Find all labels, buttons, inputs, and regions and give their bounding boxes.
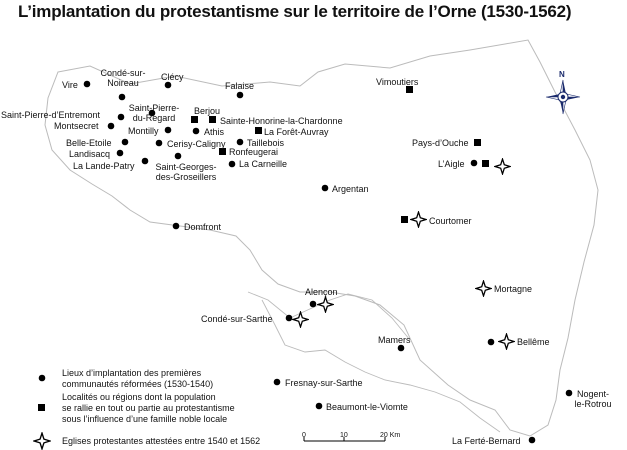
label-fresnay: Fresnay-sur-Sarthe bbox=[285, 378, 363, 388]
marker-conde-noireau bbox=[119, 94, 126, 101]
marker-pays-ouche bbox=[474, 139, 481, 146]
marker-berjou bbox=[191, 116, 198, 123]
marker-conde-sarthe bbox=[286, 315, 293, 322]
label-beaumont: Beaumont-le-Viomte bbox=[326, 402, 408, 412]
label-domfront: Domfront bbox=[184, 222, 222, 232]
marker-mortagne-star bbox=[476, 281, 491, 296]
legend-circle-icon bbox=[39, 375, 46, 382]
marker-foret-auvray bbox=[255, 127, 262, 134]
marker-laigle-sq bbox=[482, 160, 489, 167]
marker-montilly bbox=[165, 127, 172, 134]
label-montsecret: Montsecret bbox=[54, 121, 99, 131]
marker-carneille bbox=[229, 161, 236, 168]
scale-label-0: 0 bbox=[302, 432, 306, 439]
marker-alencon bbox=[310, 301, 317, 308]
label-landisacq: Landisacq bbox=[69, 149, 111, 159]
label-belleme: Bellême bbox=[517, 337, 550, 347]
label-alencon: Alençon bbox=[305, 287, 338, 297]
marker-ronfeugerai bbox=[219, 148, 226, 155]
marker-belleme-star bbox=[499, 334, 514, 349]
legend-square-text: Localités ou régions dont la population se rallie en tout ou partie au protestantisme sous l’influence d’une famille noble locale bbox=[62, 392, 235, 424]
marker-fresnay bbox=[274, 379, 281, 386]
marker-landisacq bbox=[117, 150, 124, 157]
label-cerisy: Cerisy-Caligny bbox=[167, 139, 226, 149]
label-athis: Athis bbox=[204, 127, 225, 137]
marker-belleme bbox=[488, 339, 495, 346]
label-courtomer: Courtomer bbox=[429, 216, 472, 226]
label-laigle: L’Aigle bbox=[438, 159, 465, 169]
legend-square-icon bbox=[38, 404, 45, 411]
label-st-georges: Saint-Georges- des-Groseillers bbox=[155, 162, 217, 182]
marker-domfront bbox=[173, 223, 180, 230]
marker-courtomer-star bbox=[411, 212, 426, 227]
compass-letter: N bbox=[559, 70, 565, 79]
label-berjou: Berjou bbox=[194, 106, 221, 116]
scale-label-10: 10 bbox=[340, 432, 348, 439]
marker-cerisy bbox=[156, 140, 163, 147]
label-pays-ouche: Pays-d’Ouche bbox=[412, 138, 469, 148]
marker-falaise bbox=[237, 92, 244, 99]
label-lande-patry: La Lande-Patry bbox=[73, 161, 135, 171]
marker-ferte-bernard bbox=[529, 437, 536, 444]
label-ferte-bernard: La Ferté-Bernard bbox=[452, 436, 521, 446]
label-vire: Vire bbox=[62, 80, 78, 90]
label-montilly: Montilly bbox=[128, 126, 159, 136]
marker-st-georges bbox=[175, 153, 182, 160]
scale-label-20: 20 Km bbox=[380, 432, 401, 439]
label-nogent: Nogent- le-Rotrou bbox=[574, 389, 612, 409]
marker-montsecret bbox=[108, 123, 115, 130]
label-conde-noireau: Condé-sur- Noireau bbox=[100, 68, 146, 88]
map-title: L’implantation du protestantisme sur le territoire de l’Orne (1530-1562) bbox=[18, 2, 572, 21]
label-ronfeugerai: Ronfeugerai bbox=[229, 147, 279, 157]
marker-argentan bbox=[322, 185, 329, 192]
label-conde-sarthe: Condé-sur-Sarthe bbox=[201, 314, 273, 324]
marker-beaumont bbox=[316, 403, 323, 410]
marker-vire bbox=[84, 81, 91, 88]
marker-clecy bbox=[165, 82, 172, 89]
legend-circle-text: Lieux d’implantation des premières communautés réformées (1530-1540) bbox=[62, 368, 214, 389]
marker-mamers bbox=[398, 345, 405, 352]
label-st-pierre-regard: Saint-Pierre- du-Regard bbox=[128, 103, 180, 123]
legend-star-icon bbox=[34, 433, 50, 449]
marker-courtomer bbox=[401, 216, 408, 223]
marker-laigle bbox=[471, 160, 478, 167]
marker-taillebois bbox=[237, 139, 244, 146]
label-carneille: La Carneille bbox=[239, 159, 288, 169]
label-st-pierre-entremont: Saint-Pierre-d’Entremont bbox=[1, 110, 101, 120]
label-vimoutiers: Vimoutiers bbox=[376, 77, 419, 87]
label-mamers: Mamers bbox=[378, 335, 411, 345]
label-foret-auvray: La Forêt-Auvray bbox=[264, 127, 329, 137]
marker-athis bbox=[193, 128, 200, 135]
marker-vimoutiers bbox=[406, 86, 413, 93]
label-taillebois: Taillebois bbox=[247, 138, 285, 148]
marker-belle-etoile bbox=[122, 139, 129, 146]
label-mortagne: Mortagne bbox=[494, 284, 533, 294]
label-falaise: Falaise bbox=[225, 81, 255, 91]
label-st-honorine: Sainte-Honorine-la-Chardonne bbox=[220, 116, 343, 126]
marker-laigle-star bbox=[495, 159, 510, 174]
marker-st-honorine bbox=[209, 116, 216, 123]
label-clecy: Clécy bbox=[161, 72, 184, 82]
label-argentan: Argentan bbox=[332, 184, 369, 194]
marker-conde-sarthe-star bbox=[293, 312, 308, 327]
label-belle-etoile: Belle-Etoile bbox=[66, 138, 112, 148]
legend-star-text: Eglises protestantes attestées entre 1540 et 1562 bbox=[62, 436, 261, 446]
